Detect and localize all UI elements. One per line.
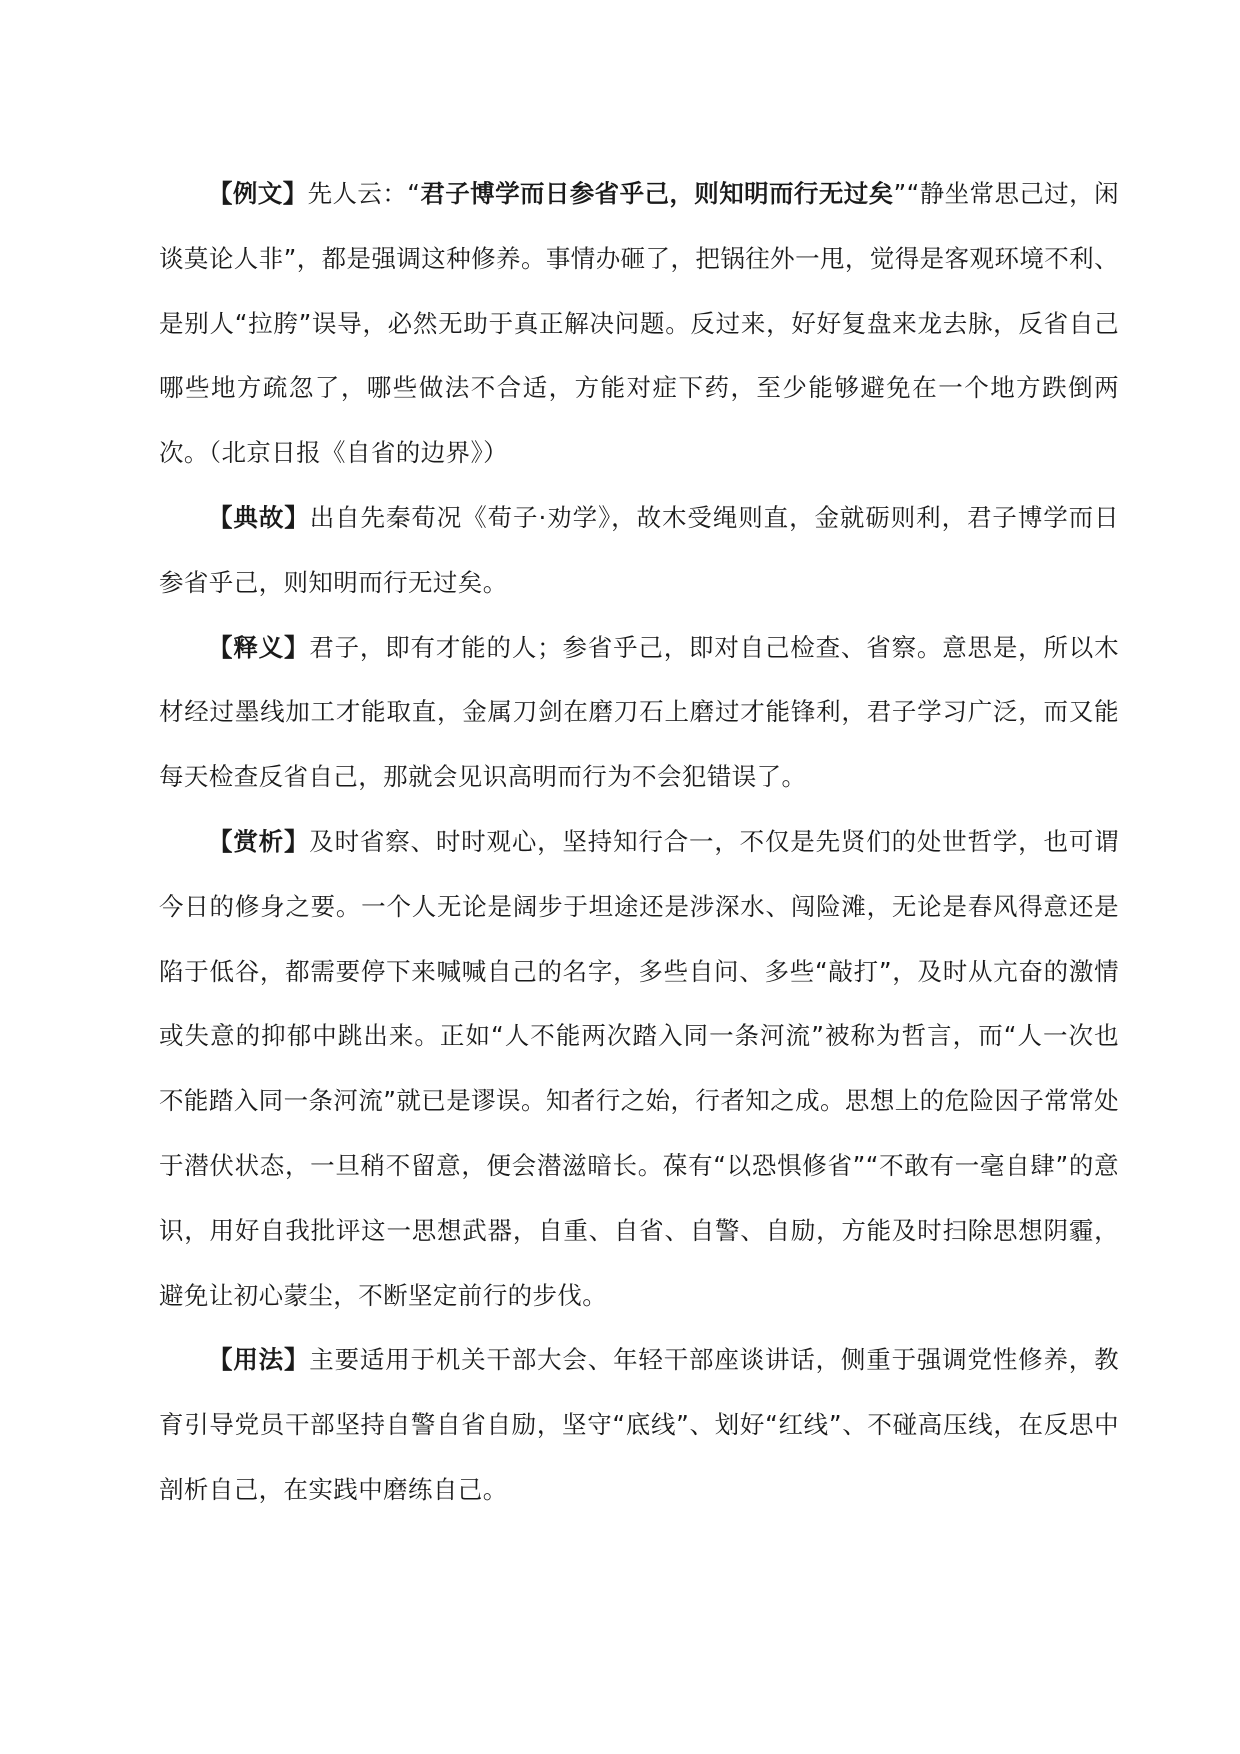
paragraph-interpretation	[159, 616, 1119, 810]
paragraph-appreciation	[159, 810, 1119, 1328]
section-tag-appreciation: 【赏析】	[208, 826, 310, 856]
appreciation-body-text: 及时省察、时时观心，坚持知行合一，不仅是先贤们的处世哲学，也可谓今日的修身之要。一个人无论是阔步于坦途还是涉深水、闯险滩，无论是春风得意还是陷于低谷，都需要停下来喊喊自己的名字，多些自问、多些“敲打”，及时从亢奋的激情或失意的抑郁中跳出来。正如“人不能两次踏入同一条河流”被称为哲言，而“人一次也不能踏入同一条河流”就已是谬误。知者行之始，行者知之成。思想上的危险因子常常处于潜伏状态，一旦稍不留意，便会潜滋暗长。葆有“以恐惧修省”“不敢有一毫自肆”的意识，用好自我批评这一思想武器，自重、自省、自警、自励，方能及时扫除思想阴霾，避免让初心蒙尘，不断坚定前行的步伐。	[159, 826, 1120, 1310]
example-body-text: ”“静坐常思己过，闲谈莫论人非”，都是强调这种修养。事情办砸了，把锅往外一甩，觉得是客观环境不利、是别人“拉胯”误导，必然无助于真正解决问题。反过来，好好复盘来龙去脉，反省自己哪些地方疏忽了，哪些做法不合适，方能对症下药，至少能够避免在一个地方跌倒两次。（北京日报《自省的边界》）	[159, 179, 1119, 468]
section-tag-allusion: 【典故】	[208, 502, 310, 532]
paragraph-example	[159, 162, 1119, 486]
example-bold-quote: 君子博学而日参省乎己，则知明而行无过矣	[420, 179, 894, 208]
section-tag-usage: 【用法】	[208, 1345, 310, 1375]
paragraph-allusion	[159, 486, 1119, 616]
paragraph-usage	[159, 1328, 1119, 1522]
section-tag-interpretation: 【释义】	[208, 632, 310, 662]
allusion-body-text: 出自先秦荀况《荀子·劝学》，故木受绳则直，金就砺则利，君子博学而日参省乎己，则知明而行无过矣。	[159, 502, 1120, 597]
section-tag-example: 【例文】	[208, 179, 308, 208]
example-lead-text: 先人云：“	[307, 179, 421, 208]
usage-body-text: 主要适用于机关干部大会、年轻干部座谈讲话，侧重于强调党性修养，教育引导党员干部坚持自警自省自励，坚守“底线”、划好“红线”、不碰高压线，在反思中剖析自己，在实践中磨练自己。	[159, 1345, 1120, 1504]
document-body	[159, 162, 1119, 1523]
interpretation-body-text: 君子，即有才能的人；参省乎己，即对自己检查、省察。意思是，所以木材经过墨线加工才能取直，金属刀剑在磨刀石上磨过才能锋利，君子学习广泛，而又能每天检查反省自己，那就会见识高明而行为不会犯错误了。	[159, 632, 1120, 792]
